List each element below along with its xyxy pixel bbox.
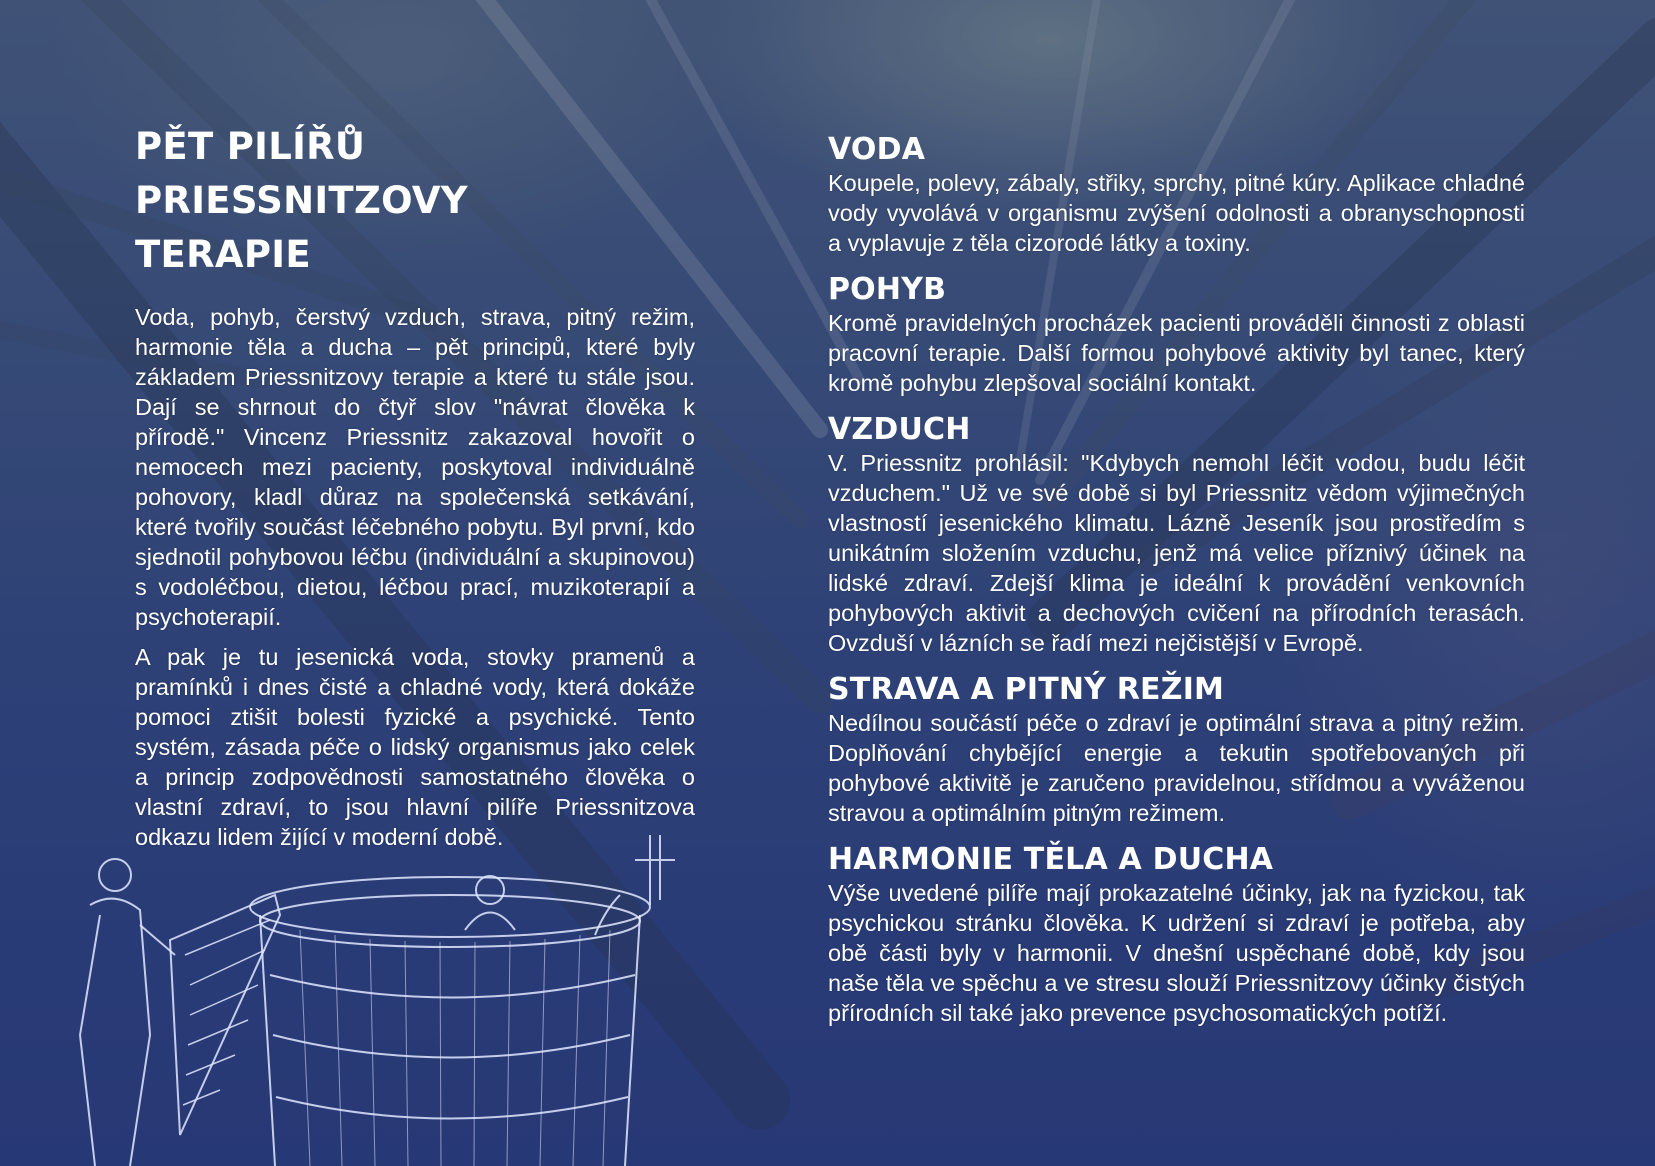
page-title-line: PRIESSNITZOVY bbox=[135, 179, 468, 222]
section-text: Kromě pravidelných procházek pacienti prováděli činnosti z oblasti pracovní terapie. Další formou pohybové aktivity byl tanec, který kromě pohybu zlepšoval sociální kontakt. bbox=[828, 310, 1525, 396]
page-title-line: TERAPIE bbox=[135, 233, 311, 276]
section-text: V. Priessnitz prohlásil: "Kdybych nemohl léčit vodou, budu léčit vzduchem." Už ve své době si byl Priessnitz vědom výjimečných vlastností jesenického klimatu. Lázně Jeseník jsou prostředím s unikátním složením vzduchu, jenž má velice příznivý účinek na lidské zdraví. Zdejší klima je ideální k provádění venkovních pohybových aktivit a dechových cvičení na přírodních terasách. Ovzduší v lázních se řadí mezi nejčistější v Evropě. bbox=[828, 450, 1525, 656]
section-vzduch bbox=[828, 412, 1525, 658]
bath-tub-engraving-illustration bbox=[60, 835, 710, 1166]
section-title: POHYB bbox=[828, 272, 947, 307]
intro-paragraph: A pak je tu jesenická voda, stovky pramenů a pramínků i dnes čisté a chladné vody, která dokáže pomoci ztišit bolesti fyzické a psychické. Tento systém, zásada péče o lidský organismus jako celek a princip zodpovědnosti samostatného člověka o vlastní zdraví, to jsou hlavní pilíře Priessnitzova odkazu lidem žijící v moderní době. bbox=[135, 644, 695, 850]
section-harmonie bbox=[828, 842, 1525, 1028]
section-text: Nedílnou součástí péče o zdraví je optimální strava a pitný režim. Doplňování chybějící energie a tekutin spotřebovaných při pohybové aktivitě je zaručeno pravidelnou, střídmou a vyváženou stravou a optimálním pitným režimem. bbox=[828, 710, 1525, 826]
section-pohyb bbox=[828, 272, 1525, 398]
section-text: Výše uvedené pilíře mají prokazatelné účinky, jak na fyzickou, tak psychickou stránku člověka. K udržení si zdraví je potřeba, aby obě části byly v harmonii. V dnešní uspěchané době, kdy jsou naše těla ve spěchu a ve stresu slouží Priessnitzovy účinky čistých přírodních sil také jako prevence psychosomatických potíží. bbox=[828, 880, 1525, 1026]
section-title: HARMONIE TĚLA A DUCHA bbox=[828, 842, 1274, 877]
section-strava bbox=[828, 672, 1525, 828]
section-text: Koupele, polevy, zábaly, střiky, sprchy, pitné kúry. Aplikace chladné vody vyvolává v organismu zvýšení odolnosti a obranyschopnosti a vyplavuje z těla cizorodé látky a toxiny. bbox=[828, 170, 1525, 256]
pillars-column bbox=[828, 132, 1525, 1042]
section-title: VODA bbox=[828, 132, 926, 167]
page-title-line: PĚT PILÍŘŮ bbox=[135, 125, 366, 168]
intro-column bbox=[135, 120, 695, 862]
section-title: VZDUCH bbox=[828, 412, 971, 447]
section-voda bbox=[828, 132, 1525, 258]
section-title: STRAVA A PITNÝ REŽIM bbox=[828, 672, 1225, 707]
page-title bbox=[135, 120, 695, 282]
intro-paragraph: Voda, pohyb, čerstvý vzduch, strava, pitný režim, harmonie těla a ducha – pět principů, které byly základem Priessnitzovy terapie a které tu stále jsou. Dají se shrnout do čtyř slov "návrat člověka k přírodě." Vincenz Priessnitz zakazoval hovořit o nemocech mezi pacienty, poskytoval individuálně pohovory, kladl důraz na společenská setkávání, které tvořily součást léčebného pobytu. Byl první, kdo sjednotil pohybovou léčbu (individuální a skupinovou) s vodoléčbou, dietou, léčbou prací, muzikoterapií a psychoterapií. bbox=[135, 304, 695, 630]
